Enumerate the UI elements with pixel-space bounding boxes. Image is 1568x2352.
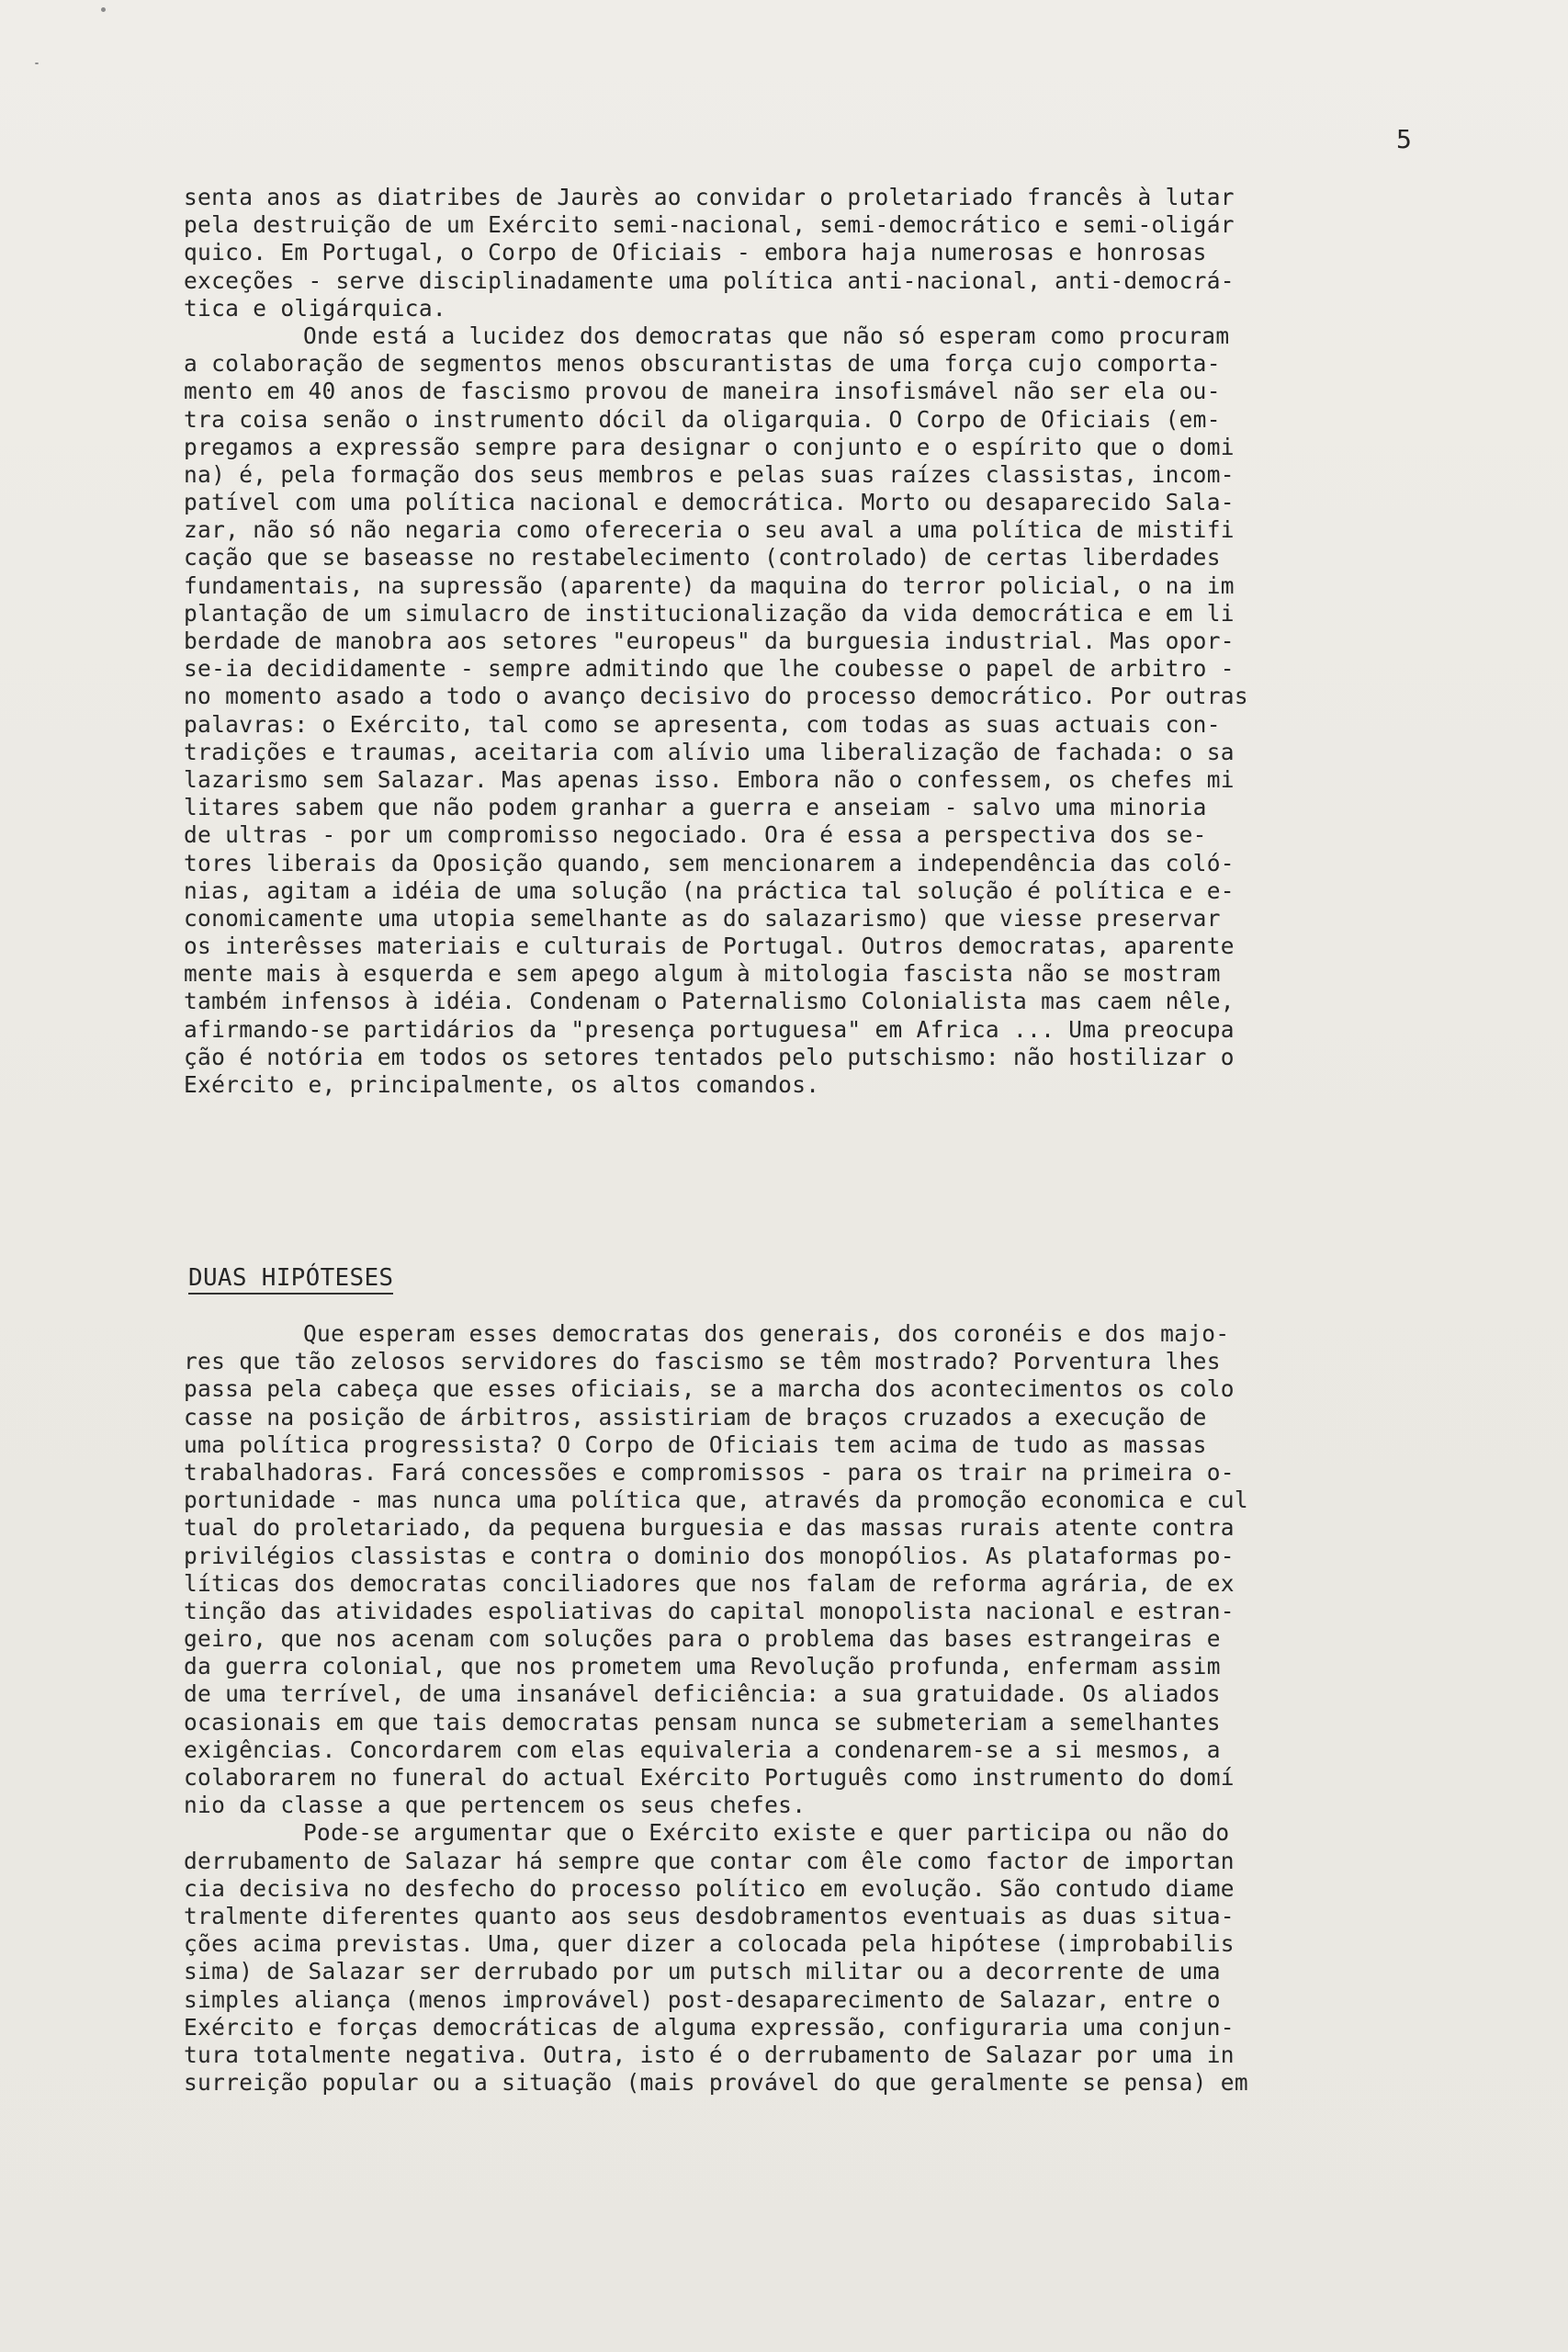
text-line: surreição popular ou a situação (mais provável do que geralmente se pensa) em bbox=[184, 2069, 1248, 2097]
text-line: tores liberais da Oposição quando, sem mencionarem a independência das coló- bbox=[184, 849, 1235, 876]
text-line: derrubamento de Salazar há sempre que contar com êle como factor de importan bbox=[184, 1847, 1235, 1874]
text-line: portunidade - mas nunca uma política que, através da promoção economica e cul bbox=[184, 1487, 1248, 1514]
text-line: tinção das atividades espoliativas do capital monopolista nacional e estran- bbox=[184, 1597, 1235, 1624]
section-heading: DUAS HIPÓTESES bbox=[188, 1266, 393, 1295]
text-line: Pode-se argumentar que o Exército existe e quer participa ou não do bbox=[303, 1819, 1230, 1847]
text-line: nio da classe a que pertencem os seus chefes. bbox=[184, 1792, 807, 1819]
text-line: se-ia decididamente - sempre admitindo que lhe coubesse o papel de arbitro - bbox=[184, 655, 1235, 683]
paper-speck bbox=[35, 62, 39, 64]
text-line: litares sabem que não podem granhar a guerra e anseiam - salvo uma minoria bbox=[184, 794, 1207, 821]
text-line: lazarismo sem Salazar. Mas apenas isso. Embora não o confessem, os chefes mi bbox=[184, 765, 1235, 793]
page-number: 5 bbox=[1396, 124, 1413, 154]
paragraph-block-1 bbox=[184, 184, 1433, 1099]
text-line: tradições e traumas, aceitaria com alívio uma liberalização de fachada: o sa bbox=[184, 738, 1235, 765]
text-line: exceções - serve disciplinadamente uma política anti-nacional, anti-democrá- bbox=[184, 266, 1235, 294]
text-line: casse na posição de árbitros, assistiriam de braços cruzados a execução de bbox=[184, 1403, 1207, 1430]
text-line: a colaboração de segmentos menos obscurantistas de uma força cujo comporta- bbox=[184, 350, 1221, 378]
text-line: de ultras - por um compromisso negociado. Ora é essa a perspectiva dos se- bbox=[184, 821, 1207, 849]
text-line: plantação de um simulacro de institucionalização da vida democrática e em li bbox=[184, 599, 1235, 627]
text-line: Onde está a lucidez dos democratas que não só esperam como procuram bbox=[303, 322, 1230, 349]
text-line: tura totalmente negativa. Outra, isto é o derrubamento de Salazar por uma in bbox=[184, 2041, 1235, 2068]
text-line: senta anos as diatribes de Jaurès ao convidar o proletariado francês à lutar bbox=[184, 184, 1235, 210]
text-line: simples aliança (menos improvável) post-desaparecimento de Salazar, entre o bbox=[184, 1985, 1221, 2013]
text-line: ções acima previstas. Uma, quer dizer a colocada pela hipótese (improbabilis bbox=[184, 1930, 1235, 1958]
text-line: sima) de Salazar ser derrubado por um putsch militar ou a decorrente de uma bbox=[184, 1958, 1221, 1985]
text-line: tica e oligárquica. bbox=[184, 294, 446, 322]
text-line: mento em 40 anos de fascismo provou de maneira insofismável não ser ela ou- bbox=[184, 378, 1221, 405]
text-line: tralmente diferentes quanto aos seus desdobramentos eventuais as duas situa- bbox=[184, 1902, 1235, 1929]
text-line: Que esperam esses democratas dos generais, dos coronéis e dos majo- bbox=[303, 1320, 1230, 1347]
text-line: privilégios classistas e contra o dominio dos monopólios. As plataformas po- bbox=[184, 1542, 1235, 1569]
text-line: colaborarem no funeral do actual Exército Português como instrumento do domí bbox=[184, 1764, 1235, 1791]
text-line: berdade de manobra aos setores "europeus" da burguesia industrial. Mas opor- bbox=[184, 628, 1235, 654]
text-line: uma política progressista? O Corpo de Oficiais tem acima de tudo as massas bbox=[184, 1430, 1207, 1458]
text-line: ção é notória em todos os setores tentados pelo putschismo: não hostilizar o bbox=[184, 1043, 1235, 1070]
text-line: zar, não só não negaria como ofereceria o seu aval a uma política de mistifi bbox=[184, 516, 1235, 544]
text-line: da guerra colonial, que nos prometem uma Revolução profunda, enfermam assim bbox=[184, 1653, 1221, 1680]
text-line: trabalhadoras. Fará concessões e compromissos - para os trair na primeira o- bbox=[184, 1458, 1235, 1486]
text-line: os interêsses materiais e culturais de Portugal. Outros democratas, aparente bbox=[184, 933, 1235, 960]
text-line: pela destruição de um Exército semi-nacional, semi-democrático e semi-oligár bbox=[184, 211, 1235, 239]
paragraph-block-2 bbox=[184, 1320, 1433, 2097]
text-line: tra coisa senão o instrumento dócil da oligarquia. O Corpo de Oficiais (em- bbox=[184, 405, 1221, 433]
text-line: nias, agitam a idéia de uma solução (na práctica tal solução é política e e- bbox=[184, 876, 1235, 904]
text-line: cia decisiva no desfecho do processo político em evolução. São contudo diame bbox=[184, 1874, 1235, 1902]
text-line: também infensos à idéia. Condenam o Paternalismo Colonialista mas caem nêle, bbox=[184, 988, 1235, 1015]
text-line: pregamos a expressão sempre para designar o conjunto e o espírito que o domi bbox=[184, 433, 1235, 460]
text-line: líticas dos democratas conciliadores que nos falam de reforma agrária, de ex bbox=[184, 1569, 1235, 1597]
text-line: palavras: o Exército, tal como se apresenta, com todas as suas actuais con- bbox=[184, 710, 1221, 738]
text-line: passa pela cabeça que esses oficiais, se a marcha dos acontecimentos os colo bbox=[184, 1375, 1235, 1403]
text-line: fundamentais, na supressão (aparente) da maquina do terror policial, o na im bbox=[184, 571, 1235, 599]
text-line: no momento asado a todo o avanço decisivo do processo democrático. Por outras bbox=[184, 683, 1248, 710]
text-line: quico. Em Portugal, o Corpo de Oficiais - embora haja numerosas e honrosas bbox=[184, 239, 1207, 266]
text-line: cação que se baseasse no restabelecimento (controlado) de certas liberdades bbox=[184, 544, 1221, 571]
text-line: Exército e, principalmente, os altos comandos. bbox=[184, 1071, 820, 1098]
text-line: na) é, pela formação dos seus membros e pelas suas raízes classistas, incom- bbox=[184, 460, 1235, 488]
text-line: res que tão zelosos servidores do fascismo se têm mostrado? Porventura lhes bbox=[184, 1348, 1221, 1375]
text-line: tual do proletariado, da pequena burguesia e das massas rurais atente contra bbox=[184, 1514, 1235, 1542]
text-line: geiro, que nos acenam com soluções para o problema das bases estrangeiras e bbox=[184, 1625, 1221, 1653]
text-line: patível com uma política nacional e democrática. Morto ou desaparecido Sala- bbox=[184, 489, 1235, 516]
text-line: Exército e forças democráticas de alguma expressão, configuraria uma conjun- bbox=[184, 2013, 1235, 2041]
text-line: mente mais à esquerda e sem apego algum à mitologia fascista não se mostram bbox=[184, 960, 1221, 988]
paper-speck bbox=[101, 7, 106, 12]
text-line: afirmando-se partidários da "presença portuguesa" em Africa ... Uma preocupa bbox=[184, 1015, 1235, 1043]
text-line: conomicamente uma utopia semelhante as do salazarismo) que viesse preservar bbox=[184, 904, 1221, 932]
text-line: ocasionais em que tais democratas pensam nunca se submeteriam a semelhantes bbox=[184, 1708, 1221, 1736]
text-line: exigências. Concordarem com elas equivaleria a condenarem-se a si mesmos, a bbox=[184, 1736, 1221, 1763]
text-line: de uma terrível, de uma insanável deficiência: a sua gratuidade. Os aliados bbox=[184, 1680, 1221, 1708]
